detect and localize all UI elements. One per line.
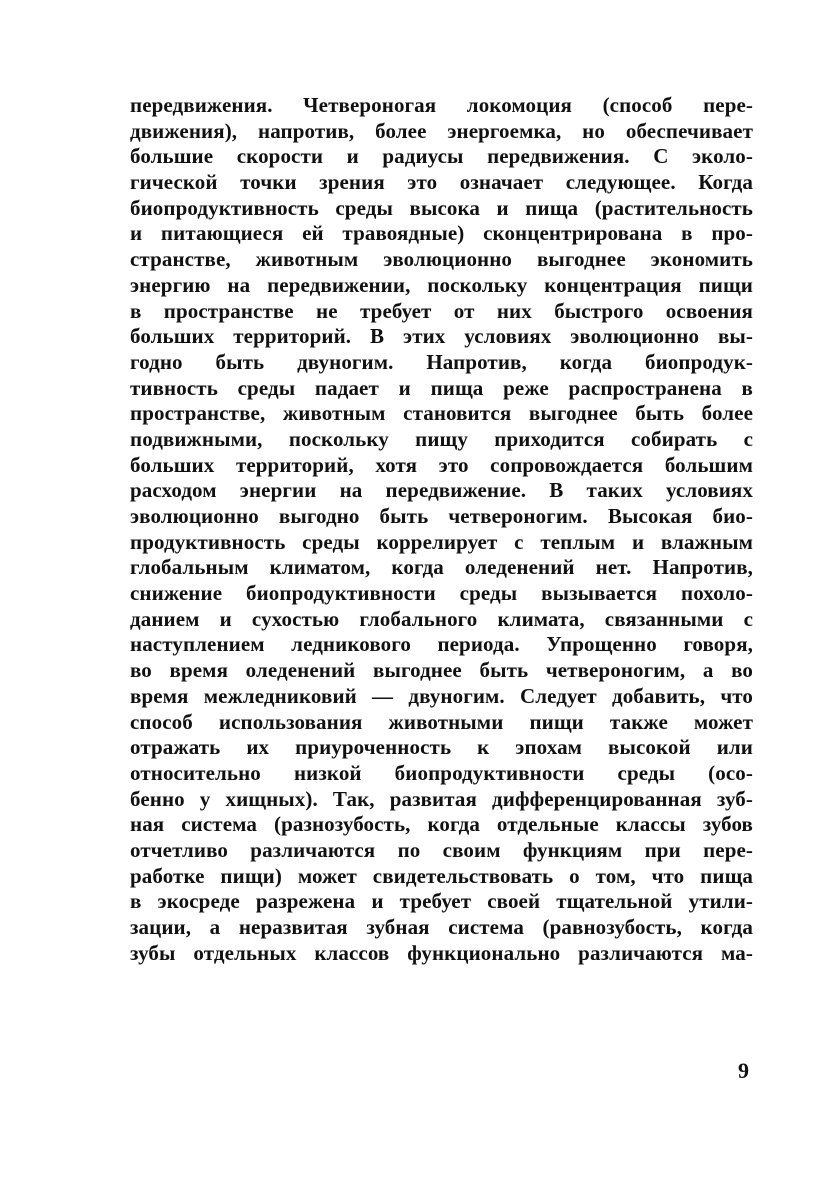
text-line: годно быть двуногим. Напротив, когда биопродук- bbox=[130, 349, 753, 374]
text-line: подвижными, поскольку пищу приходится собирать с bbox=[130, 426, 753, 451]
text-line: зубы отдельных классов функционально различаются ма- bbox=[130, 940, 753, 965]
text-line: энергию на передвижении, поскольку концентрация пищи bbox=[130, 272, 753, 297]
text-line: пространстве, животным становится выгоднее быть более bbox=[130, 401, 753, 426]
text-line: время межледниковий — двуногим. Следует добавить, что bbox=[130, 683, 753, 708]
text-line: зации, а неразвитая зубная система (равнозубость, когда bbox=[130, 915, 753, 939]
text-line: отражать их приуроченность к эпохам высокой или bbox=[130, 735, 753, 760]
text-line: эволюционно выгодно быть четвероногим. Высокая био- bbox=[130, 504, 753, 528]
text-line: биопродуктивность среды высока и пища (растительность bbox=[130, 195, 753, 220]
text-line: передвижения. Четвероногая локомоция (способ пере- bbox=[130, 93, 753, 117]
text-line: способ использования животными пищи также может bbox=[130, 709, 753, 734]
text-line: гической точки зрения это означает следующее. Когда bbox=[130, 170, 753, 195]
text-line: работке пищи) может свидетельствовать о том, что пища bbox=[130, 863, 753, 888]
body-text bbox=[130, 93, 753, 966]
text-line: данием и сухостью глобального климата, связанными с bbox=[130, 606, 753, 631]
text-line: продуктивность среды коррелирует с теплым и влажным bbox=[130, 529, 753, 554]
text-line: наступлением ледникового периода. Упрощенно говоря, bbox=[130, 632, 753, 657]
text-line: движения), напротив, более энергоемка, но обеспечивает bbox=[130, 118, 753, 143]
text-line: относительно низкой биопродуктивности среды (осо- bbox=[130, 760, 753, 785]
text-line: больших территорий. В этих условиях эволюционно вы- bbox=[130, 324, 753, 349]
text-line: снижение биопродуктивности среды вызывается похоло- bbox=[130, 581, 753, 606]
text-line: большие скорости и радиусы передвижения. С эколо- bbox=[130, 144, 753, 169]
text-line: больших территорий, хотя это сопровождается большим bbox=[130, 452, 753, 477]
text-line: и питающиеся ей травоядные) сконцентрирована в про- bbox=[130, 221, 753, 246]
text-line: в пространстве не требует от них быстрого освоения bbox=[130, 298, 753, 323]
text-line: расходом энергии на передвижение. В таких условиях bbox=[130, 478, 753, 503]
text-line: ная система (разнозубость, когда отдельные классы зубов bbox=[130, 812, 753, 837]
text-line: тивность среды падает и пища реже распространена в bbox=[130, 375, 753, 400]
text-line: глобальным климатом, когда оледенений нет. Напротив, bbox=[130, 555, 753, 580]
page-number: 9 bbox=[738, 1058, 749, 1083]
text-line: бенно у хищных). Так, развитая дифференцированная зуб- bbox=[130, 786, 753, 811]
text-line: отчетливо различаются по своим функциям при пере- bbox=[130, 837, 753, 862]
text-line: в экосреде разрежена и требует своей тщательной утили- bbox=[130, 889, 753, 914]
text-line: во время оледенений выгоднее быть четвероногим, а во bbox=[130, 658, 753, 683]
text-line: странстве, животным эволюционно выгоднее экономить bbox=[130, 247, 753, 272]
